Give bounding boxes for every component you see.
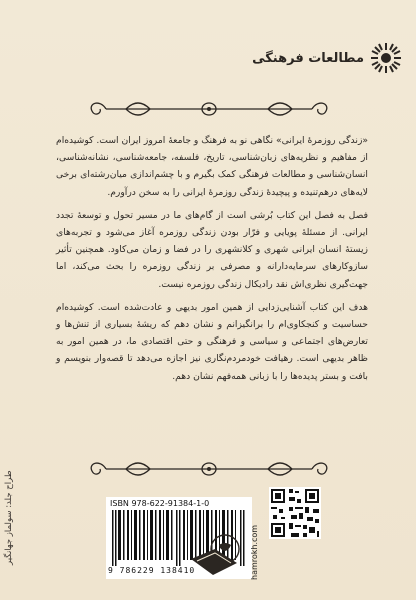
top-ornament — [86, 94, 332, 124]
description-paragraph: فصل به فصل این کتاب بُرشی است از گام‌های ما در مسیر تحول و توسعهٔ تجدد ایرانی. از مسئلهٔ پویایی و فرّار بودن زندگی روزمره آغاز می‌شود و تجربه‌های زیستهٔ انسان ایرانی شهری و کلانشهری را در فضا و زمان می‌کاود. همچنین تأثیر سازوکارهای سرمایه‌دارانه و مصرفی بر زندگی روزمره را بحث می‌کند، اما جهت‌گیری نظری‌اش نقد رادیکال زندگی روزمره نیست. — [56, 209, 368, 290]
publisher-logo-icon — [189, 531, 247, 579]
isbn-text: ISBN 978-622-91384-1-0 — [110, 499, 210, 508]
sunburst-icon — [370, 42, 402, 74]
ean-digits: 9 786229 138410 — [108, 566, 196, 575]
series-label: مطالعات فرهنگی — [252, 50, 364, 66]
book-description — [56, 132, 368, 391]
description-paragraph: «زندگی روزمرهٔ ایرانی» نگاهی نو به فرهنگ و جامعهٔ امروز ایران است. کوشیده‌ام از مفاهیم و نظریه‌های زبان‌شناسی، تاریخ، فلسفه، جامعه‌شناسی، نشانه‌شناسی، انسان‌شناسی و مطالعات فرهنگی کمک بگیرم و با چشم‌اندازی میان‌رشته‌ای برخی لایه‌های درهم‌تنیده و پیچیدهٔ زندگی روزمرهٔ ایرانی را به سخن درآورم. — [56, 135, 368, 198]
publisher-website: hamrokh.com — [250, 524, 259, 580]
cover-designer-credit: طراح جلد: سولماز جهانگیر — [4, 470, 14, 565]
bottom-ornament — [86, 454, 332, 484]
qr-code — [269, 487, 321, 539]
series-badge — [252, 42, 402, 74]
description-paragraph: هدف این کتاب آشنایی‌زدایی از همین امور بدیهی و عادت‌شده است. کوشیده‌ام حساسیت و کنجکاوی‌ام را برانگیزانم و نشان دهم که ریشهٔ بسیاری از تنش‌ها و تعارض‌های اجتماعی و سیاسی و فرهنگی و حتی اقتصادی ما، در همین امور به ظاهر بدیهی است. رهیافت خودمردم‌نگاری نیز اجازه می‌دهد تا قصه‌وار بنویسم و بافت و بستر پدیده‌ها را با زبانی همه‌فهم نشان دهم. — [56, 301, 368, 382]
